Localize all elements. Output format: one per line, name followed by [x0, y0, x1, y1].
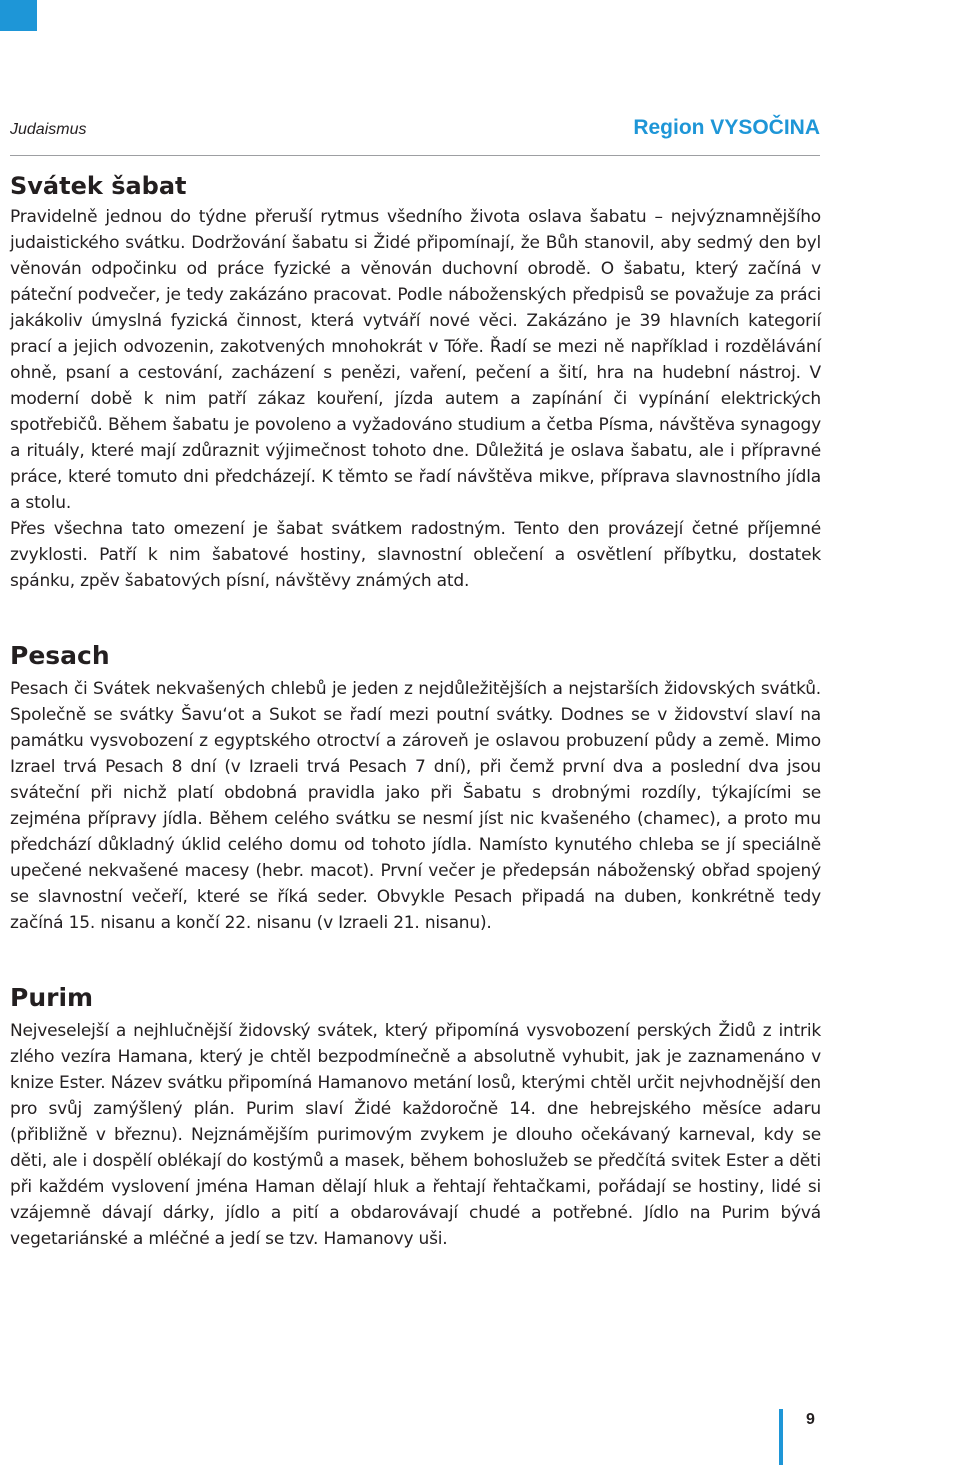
- section-sabat: [10, 168, 821, 594]
- section-sabat-paragraph-1: Pravidelně jednou do týdne přeruší rytmus všedního života oslava šabatu – nejvýznamnějšího judaistického svátku. Dodržování šabatu si Židé připomínají, že Bůh stanovil, aby sedmý den byl věnován odpočinku od práce fyzické a věnován duchovní obrodě. O šabatu, který začíná v páteční podvečer, je tedy zakázáno pracovat. Podle náboženských předpisů se považuje za práci jakákoliv úmyslná fyzická činnost, která vytváří nové věci. Zakázáno je 39 hlavních kategorií prací a jejich odvozenin, zakotvených mnohokrát v Tóře. Řadí se mezi ně například i rozdělávání ohně, psaní a cestování, zacházení s penězi, vaření, pečení a šití, hra na hudební nástroj. V moderní době k nim patří zákaz kouření, jízda autem a zapínání či vypínání elektrických spotřebičů. Během šabatu je povoleno a vyžadováno studium a četba Písma, návštěva synagogy a rituály, které mají zdůraznit výjimečnost tohoto dne. Důležitá je oslava šabatu, ale i přípravné práce, které tomuto dni předcházejí. K těmto se řadí návštěva mikve, příprava slavnostního jídla a stolu.: [10, 207, 821, 513]
- article-content: [10, 168, 821, 1294]
- section-title-sabat: Svátek šabat: [10, 172, 187, 200]
- section-title-purim: Purim: [10, 983, 94, 1012]
- page-number: 9: [806, 1411, 815, 1428]
- footer-accent-bar: [779, 1409, 783, 1465]
- section-pesach-paragraph-1: Pesach či Svátek nekvašených chlebů je jeden z nejdůležitějších a nejstarších židovských svátků. Společně se svátky Šavu‘ot a Sukot se řadí mezi poutní svátky. Dodnes se v židovství slaví na památku vysvobození z egyptského otroctví a zároveň je oslavou probuzení půdy a země. Mimo Izrael trvá Pesach 8 dní (v Izraeli trvá Pesach 7 dní), při čemž první dva a poslední dva jsou sváteční při nichž platí obdobná pravidla jako při Šabatu s drobnými rozdíly, týkajícími se zejména přípravy jídla. Během celého svátku se nesmí jíst nic kvašeného (chamec), a proto mu předchází důkladný úklid celého domu od tohoto jídla. Namísto kynutého chleba se jí speciálně upečené nekvašené macesy (hebr. macot). První večer je předepsán náboženský obřad spojený se slavnostní večeří, které se říká seder. Obvykle Pesach připadá na duben, konkrétně tedy začíná 15. nisanu a končí 22. nisanu (v Izraeli 21. nisanu).: [10, 679, 821, 933]
- section-title-pesach: Pesach: [10, 641, 110, 670]
- section-sabat-paragraph-2: Přes všechna tato omezení je šabat svátkem radostným. Tento den provázejí četné příjemné zvyklosti. Patří k nim šabatové hostiny, slavnostní oblečení a osvětlení příbytku, dostatek spánku, zpěv šabatových písní, návštěvy známých atd.: [10, 519, 821, 591]
- header-region-title: Region VYSOČINA: [633, 116, 820, 139]
- header-divider: [10, 155, 820, 156]
- corner-accent-square: [0, 0, 37, 31]
- section-purim-paragraph-1: Nejveselejší a nejhlučnější židovský svátek, který připomíná vysvobození perských Židů z intrik zlého vezíra Hamana, který je chtěl bezpodmínečně a absolutně vyhubit, jak je zaznamenáno v knize Ester. Název svátku připomíná Hamanovo metání losů, kterými chtěl určit nejvhodnější den pro svůj zamýšlený plán. Purim slaví Židé každoročně 14. dne hebrejského měsíce adaru (přibližně v březnu). Nejznámějším purimovým zvykem je dlouho očekávaný karneval, kdy se děti, ale i dospělí oblékají do kostýmů a masek, během bohoslužeb se předčítá svitek Ester a děti při každém vyslovení jména Haman dělají hluk a řehtají řehtačkami, pořádají se hostiny, lidé si vzájemně dávají dárky, jídlo a pití a obdarovávají chudé a potřebné. Jídlo na Purim bývá vegetariánské a mléčné a jedí se tzv. Hamanovy uši.: [10, 1021, 821, 1249]
- page-header: [10, 113, 820, 147]
- section-pesach: [10, 636, 821, 936]
- header-section-name: Judaismus: [10, 121, 87, 138]
- section-purim: [10, 978, 821, 1252]
